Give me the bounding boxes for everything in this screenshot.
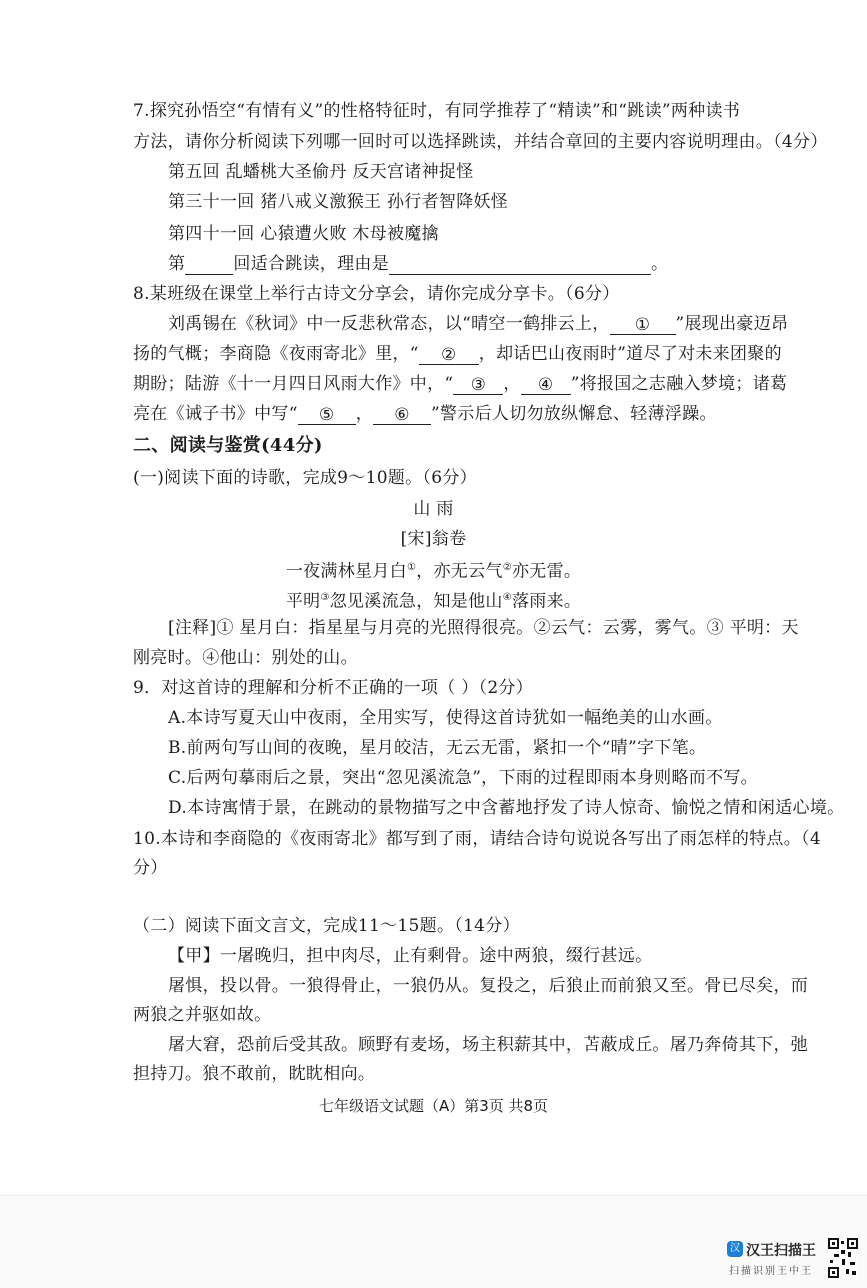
q8-line4	[133, 403, 717, 425]
scanner-brand-name: 汉王扫描王	[746, 1243, 816, 1259]
q7-chapter-blank[interactable]	[185, 254, 233, 275]
poem-text: ，亦无云气	[416, 561, 503, 582]
passage-para3-cont: 担持刀。狼不敢前，眈眈相向。	[133, 1064, 376, 1084]
passage-para2-cont: 两狼之并驱如故。	[133, 1005, 272, 1025]
poem-text: 平明	[285, 591, 321, 612]
q8-text: ”展现出豪迈昂	[675, 314, 789, 334]
q7-chapter-option: 第五回 乱蟠桃大圣偷丹 反天宫诸神捉怪	[168, 162, 474, 182]
q7-stem-line1: 7.探究孙悟空“有情有义”的性格特征时，有同学推荐了“精读”和“跳读”两种读书	[133, 101, 741, 121]
q8-text: 期盼；陆游《十一月四日风雨大作》中，“	[133, 374, 454, 394]
poem-note-line1: [注释]① 星月白：指星星与月亮的光照得很亮。②云气：云雾，雾气。③ 平明：天	[168, 618, 799, 638]
q8-blank-6[interactable]: ⑥	[373, 404, 431, 425]
q9-option-a: A.本诗写夏天山中夜雨，全用实写，使得这首诗犹如一幅绝美的山水画。	[168, 708, 723, 728]
poem-text: 亦无雷。	[511, 561, 582, 582]
q8-text: 扬的气概；李商隐《夜雨寄北》里，“	[133, 344, 419, 364]
q8-text: 刘禹锡在《秋词》中一反悲秋常态，以“晴空一鹤排云上，	[168, 314, 610, 334]
q7-answer-line	[168, 253, 668, 275]
q9-option-c: C.后两句摹雨后之景，突出“忽见溪流急”，下雨的过程即雨本身则略而不写。	[168, 768, 758, 788]
q7-reason-blank[interactable]	[389, 254, 651, 275]
q8-text: ，却话巴山夜雨时”道尽了对未来团聚的	[478, 344, 782, 364]
q8-line3	[133, 373, 787, 395]
q7-answer-end: 。	[651, 254, 669, 274]
passage-para2: 屠惧，投以骨。一狼得骨止，一狼仍从。复投之，后狼止而前狼又至。骨已尽矣，而	[168, 976, 809, 996]
scanner-brand-slogan: 扫描识别王中王	[729, 1266, 813, 1277]
q8-line1	[168, 313, 788, 335]
scanner-watermark	[727, 1240, 822, 1280]
q8-title: 8.某班级在课堂上举行古诗文分享会，请你完成分享卡。（6分）	[133, 284, 620, 304]
poem-line-1	[0, 557, 867, 583]
q9-stem: 9．对这首诗的理解和分析不正确的一项（ ）（2分）	[133, 678, 534, 698]
q7-chapter-option: 第三十一回 猪八戒义激猴王 孙行者智降妖怪	[168, 192, 509, 212]
scanner-logo-icon: 汉	[727, 1241, 743, 1257]
q10-stem-line1: 10.本诗和李商隐的《夜雨寄北》都写到了雨，请结合诗句说说各写出了雨怎样的特点。（4	[133, 829, 821, 849]
section-heading: 二、阅读与鉴赏(44分)	[133, 435, 323, 456]
part2-heading: （二）阅读下面文言文，完成11～15题。（14分）	[133, 916, 520, 936]
q8-blank-5[interactable]: ⑤	[298, 404, 356, 425]
poem-text: 一夜满林星月白	[285, 561, 407, 582]
q7-answer-mid: 回适合跳读，理由是	[233, 254, 390, 274]
poem-text: 落雨来。	[511, 591, 582, 612]
page-footer: 七年级语文试题（A）第3页 共8页	[318, 1097, 549, 1115]
poem-title: 山 雨	[413, 499, 454, 519]
q8-blank-4[interactable]: ④	[521, 374, 571, 395]
footnote-mark: ③	[320, 592, 330, 603]
q8-line2	[133, 343, 782, 365]
q8-blank-2[interactable]: ②	[419, 344, 479, 365]
q7-stem-line2: 方法，请你分析阅读下列哪一回时可以选择跳读，并结合章回的主要内容说明理由。（4分）	[133, 132, 828, 152]
passage-para3: 屠大窘，恐前后受其敌。顾野有麦场，场主积薪其中，苫蔽成丘。屠乃奔倚其下，弛	[168, 1035, 809, 1055]
footnote-mark: ②	[502, 562, 512, 573]
q8-text: ”警示后人切勿放纵懈怠、轻薄浮躁。	[431, 404, 717, 424]
poem-instruction: (一)阅读下面的诗歌，完成9～10题。（6分）	[133, 468, 477, 488]
q8-text: ，	[503, 374, 521, 394]
poem-author: [宋]翁卷	[400, 529, 467, 549]
poem-text: 忽见溪流急，知是他山	[329, 591, 503, 612]
q8-text: 亮在《诫子书》中写“	[133, 404, 298, 424]
qr-code-icon	[828, 1238, 858, 1278]
q8-blank-1[interactable]: ①	[610, 314, 676, 335]
footnote-mark: ④	[502, 592, 512, 603]
passage-para1: 【甲】一屠晚归，担中肉尽，止有剩骨。途中两狼，缀行甚远。	[168, 946, 653, 966]
q10-stem-line2: 分）	[133, 858, 168, 878]
q7-chapter-option: 第四十一回 心猿遭火败 木母被魔擒	[168, 224, 439, 244]
q9-option-d: D.本诗寓情于景，在跳动的景物描写之中含蓄地抒发了诗人惊奇、愉悦之情和闲适心境。	[168, 798, 845, 818]
q8-text: ，	[355, 404, 374, 424]
footnote-mark: ①	[406, 562, 417, 573]
poem-note-line2: 刚亮时。④他山：别处的山。	[133, 648, 358, 668]
q8-text: ”将报国之志融入梦境；诸葛	[570, 374, 788, 394]
q9-option-b: B.前两句写山间的夜晚，星月皎洁，无云无雷，紧扣一个“晴”字下笔。	[168, 738, 707, 758]
q8-blank-3[interactable]: ③	[453, 374, 503, 395]
poem-line-2	[0, 587, 867, 613]
q7-answer-prefix: 第	[168, 254, 186, 274]
